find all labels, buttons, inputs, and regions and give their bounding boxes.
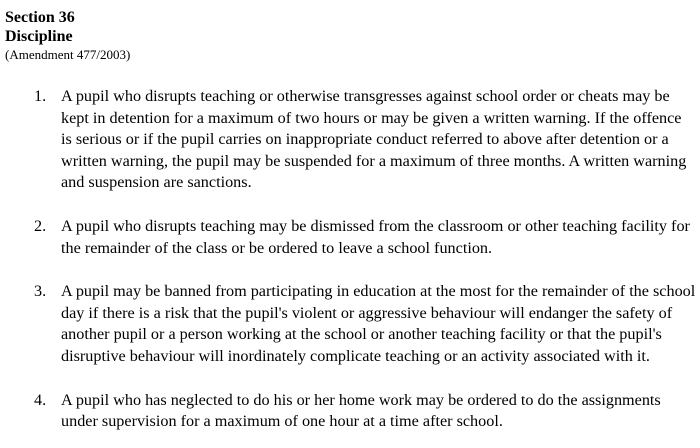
- section-title: Discipline: [5, 28, 73, 45]
- list-item: [5, 281, 700, 367]
- list-item: [5, 86, 700, 194]
- item-number: 1.: [34, 87, 47, 105]
- section-number: Section 36: [5, 9, 75, 26]
- list-item: [5, 216, 700, 259]
- list-item: [5, 390, 700, 433]
- numbered-list: [5, 86, 700, 433]
- item-text: A pupil may be banned from participating in education at the most for the remainder of the school day if there is a risk that the pupil's violent or aggressive behaviour will endanger the safety of another pupil or a person working at the school or another teaching facility or that the pupil's disruptive behaviour will inordinately complicate teaching or an activity associated with it.: [61, 282, 696, 365]
- amendment-note: (Amendment 477/2003): [5, 47, 131, 62]
- item-text: A pupil who has neglected to do his or her home work may be ordered to do the assignments under supervision for a maximum of one hour at a time after school.: [61, 390, 661, 431]
- item-number: 2.: [34, 216, 47, 235]
- item-text: A pupil who disrupts teaching may be dismissed from the classroom or other teaching facility for the remainder of the class or be ordered to leave a school function.: [61, 216, 690, 257]
- item-number: 3.: [34, 282, 47, 301]
- item-text: A pupil who disrupts teaching or otherwise transgresses against school order or cheats may be kept in detention for a maximum of two hours or may be given a written warning. If the offence is serious or if the pupil carries on inappropriate conduct referred to above after detention or a written warning, the pupil may be suspended for a maximum of three months. A written warning and suspension are sanctions.: [61, 87, 687, 192]
- item-number: 4.: [34, 390, 47, 409]
